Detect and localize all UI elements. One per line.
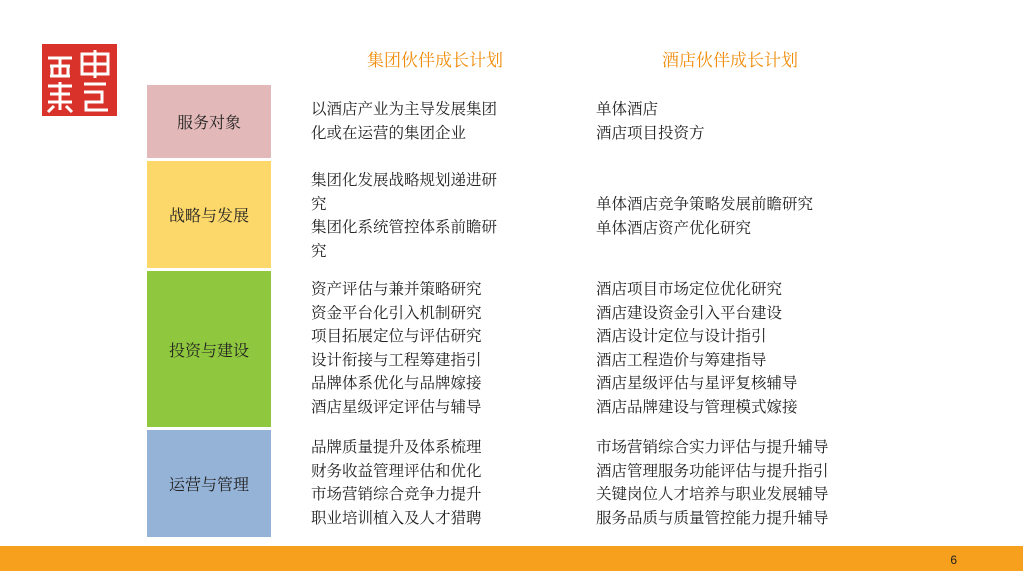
footer-bar: [0, 546, 1023, 571]
cell-strategy-group: 集团化发展战略规划递进研 究 集团化系统管控体系前瞻研 究: [311, 171, 498, 260]
column-header-group: 集团伙伴成长计划: [367, 51, 503, 71]
cell-service-target-hotel: 单体酒店 酒店项目投资方: [596, 100, 705, 142]
row-label-strategy: 战略与发展: [147, 161, 271, 268]
row-label-service-target: 服务对象: [147, 85, 271, 158]
cell-investment-hotel: 酒店项目市场定位优化研究 酒店建设资金引入平台建设 酒店设计定位与设计指引 酒店工程造价与筹建指导 酒店星级评估与星评复核辅导 酒店品牌建设与管理模式嫁接: [596, 280, 798, 416]
logo-mark-icon: [42, 44, 117, 116]
cell-operations-hotel: 市场营销综合实力评估与提升辅导 酒店管理服务功能评估与提升指引 关键岗位人才培养与职业发展辅导 服务品质与质量管控能力提升辅导: [596, 438, 829, 527]
row-label-investment: 投资与建设: [147, 271, 271, 427]
row-label-operations: 运营与管理: [147, 430, 271, 537]
cell-service-target-group: 以酒店产业为主导发展集团 化或在运营的集团企业: [311, 100, 498, 142]
cell-investment-group: 资产评估与兼并策略研究 资金平台化引入机制研究 项目拓展定位与评估研究 设计衔接与工程筹建指引 品牌体系优化与品牌嫁接 酒店星级评定评估与辅导: [311, 280, 482, 416]
cell-operations-group: 品牌质量提升及体系梳理 财务收益管理评估和优化 市场营销综合竞争力提升 职业培训植入及人才猎聘: [311, 438, 482, 527]
column-header-hotel: 酒店伙伴成长计划: [662, 51, 798, 71]
cell-strategy-hotel: 单体酒店竞争策略发展前瞻研究 单体酒店资产优化研究: [596, 195, 814, 237]
logo: [42, 44, 117, 116]
page-number: 6: [950, 553, 957, 567]
